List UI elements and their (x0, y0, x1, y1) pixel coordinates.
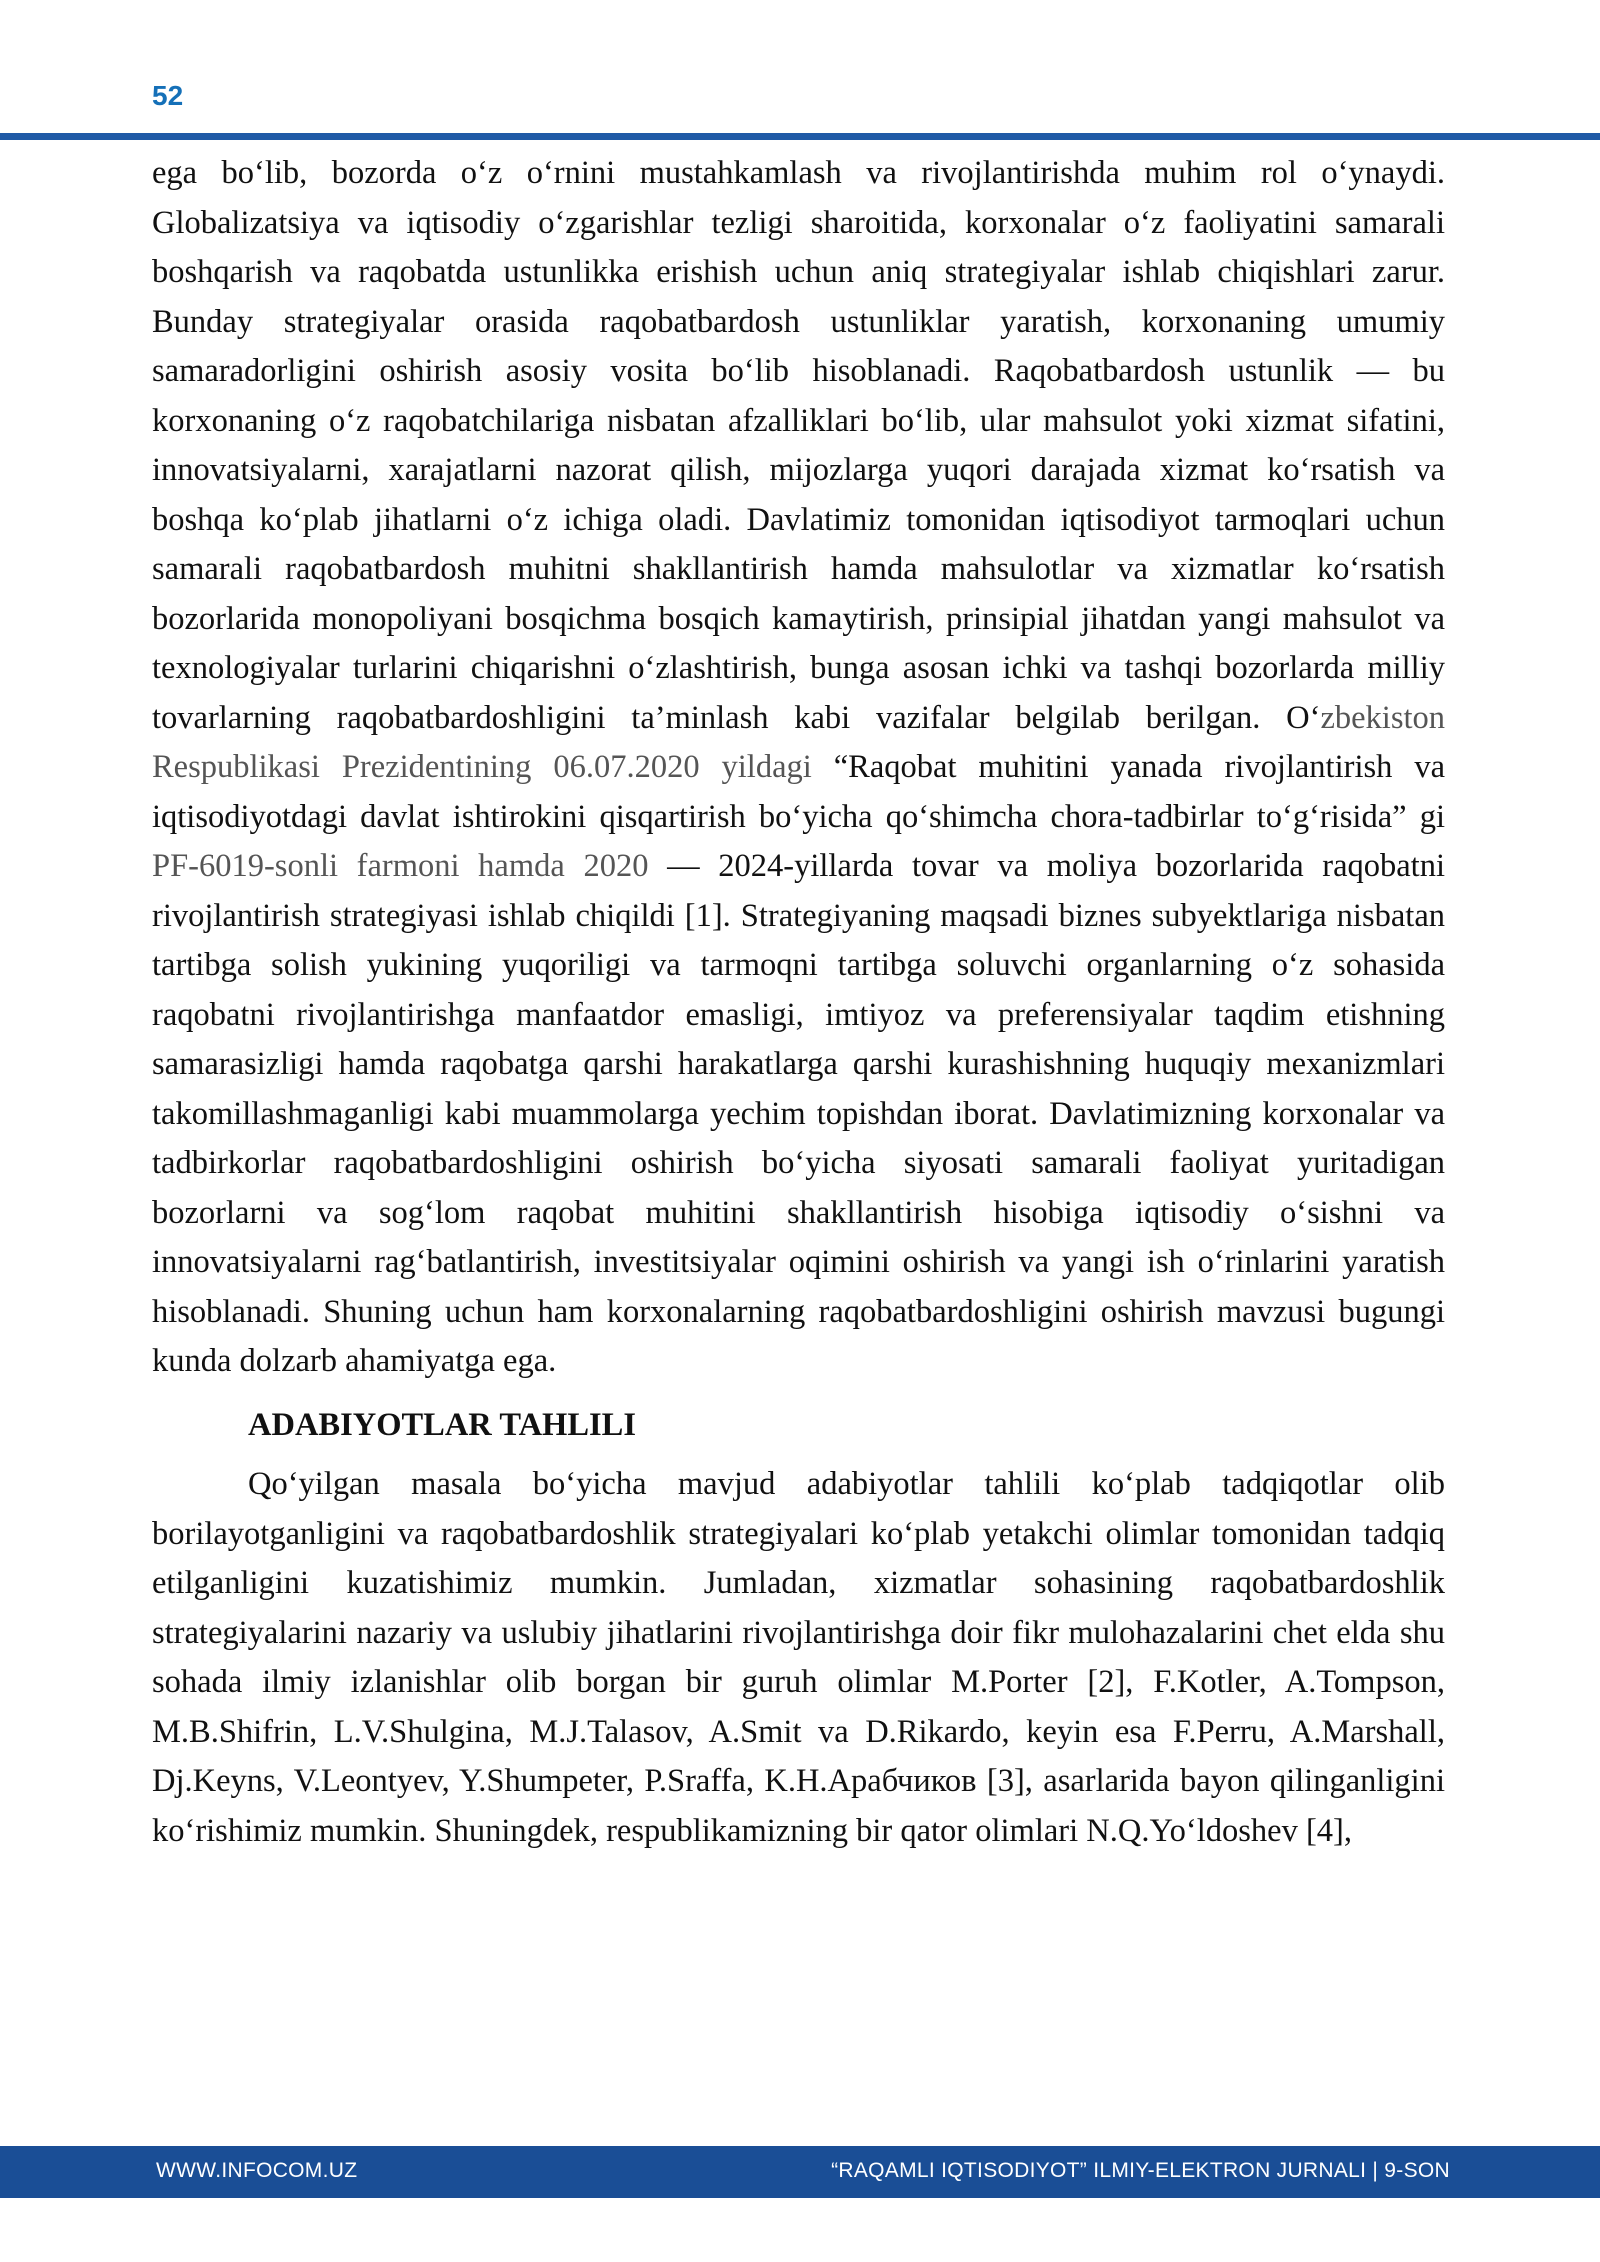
decree-number-text: PF-6019-sonli farmoni hamda 2020 (152, 848, 649, 884)
section-heading: ADABIYOTLAR TAHLILI (248, 1406, 636, 1443)
header-rule (0, 133, 1600, 140)
footer-journal-title: “RAQAMLI IQTISODIYOT” ILMIY-ELEKTRON JURNALI | 9-SON (831, 2159, 1450, 2182)
paragraph-text: — 2024-yillarda tovar va moliya bozorlarida raqobatni rivojlantirish strategiyasi ishlab chiqildi [1]. Strategiyaning maqsadi biznes subyektlariga nisbatan tartibga solish yukining yuqoriligi va tarmoqni tartibga soluvchi organlarning o‘z sohasida raqobatni rivojlantirishga manfaatdor emasligi, imtiyoz va preferensiyalar taqdim etishning samarasizligi hamda raqobatga qarshi harakatlarga qarshi kurashishning huquqiy mexanizmlari takomillashmaganligi kabi muammolarga yechim topishdan iborat. Davlatimizning korxonalar va tadbirkorlar raqobatbardoshligini oshirish bo‘yicha siyosati samarali faoliyat yuritadigan bozorlarni va sog‘lom raqobat muhitini shakllantirish hisobiga iqtisodiy o‘sishni va innovatsiyalarni rag‘batlantirish, investitsiyalar oqimini oshirish va yangi ish o‘rinlarini yaratish hisoblanadi. Shuning uchun ham korxonalarning raqobatbardoshligini oshirish mavzusi bugungi kunda dolzarb ahamiyatga ega. (152, 848, 1445, 1379)
page-number: 52 (152, 80, 184, 111)
footer-website-link[interactable]: WWW.INFOCOM.UZ (156, 2159, 358, 2182)
article-body (152, 149, 1445, 1856)
decree-reference-text: zbekiston Respublikasi Prezidentining 06.07.2020 yildagi (152, 699, 1445, 785)
paragraph-text: “Raqobat muhitini yanada rivojlantirish va iqtisodiyotdagi davlat ishtirokini qisqartirish bo‘yicha qo‘shimcha chora-tadbirlar to‘g‘risida” gi (152, 749, 1445, 835)
body-paragraph-2: Qo‘yilgan masala bo‘yicha mavjud adabiyotlar tahlili ko‘plab tadqiqotlar olib borilayotganligini va raqobatbardoshlik strategiyalari ko‘plab yetakchi olimlar tomonidan tadqiq etilganligini kuzatishimiz mumkin. Jumladan, xizmatlar sohasining raqobatbardoshlik strategiyalarini nazariy va uslubiy jihatlarini rivojlantirishga doir fikr mulohazalarini chet elda shu sohada ilmiy izlanishlar olib borgan bir guruh olimlar M.Porter [2], F.Kotler, A.Tompson, M.B.Shifrin, L.V.Shulgina, M.J.Talasov, A.Smit va D.Rikardo, keyin esa F.Perru, A.Marshall, Dj.Keyns, V.Leontyev, Y.Shumpeter, P.Sraffa, K.H.Арабчиков [3], asarlarida bayon qilinganligini ko‘rishimiz mumkin. Shuningdek, respublikamizning bir qator olimlari N.Q.Yo‘ldoshev [4], (152, 1466, 1445, 1849)
paragraph-text: ega bo‘lib, bozorda o‘z o‘rnini mustahkamlash va rivojlantirishda muhim rol o‘ynaydi. Globalizatsiya va iqtisodiy o‘zgarishlar tezligi sharoitida, korxonalar o‘z faoliyatini samarali boshqarish va raqobatda ustunlikka erishish uchun aniq strategiyalar ishlab chiqishlari zarur. Bunday strategiyalar orasida raqobatbardosh ustunliklar yaratish, korxonaning umumiy samaradorligini oshirish asosiy vosita bo‘lib hisoblanadi. Raqobatbardosh ustunlik — bu korxonaning o‘z raqobatchilariga nisbatan afzalliklari bo‘lib, ular mahsulot yoki xizmat sifatini, innovatsiyalarni, xarajatlarni nazorat qilish, mijozlarga yuqori darajada xizmat ko‘rsatish va boshqa ko‘plab jihatlarni o‘z ichiga oladi. Davlatimiz tomonidan iqtisodiyot tarmoqlari uchun samarali raqobatbardosh muhitni shakllantirish hamda mahsulotlar va xizmatlar ko‘rsatish bozorlarida monopoliyani bosqichma bosqich kamaytirish, prinsipial jihatdan yangi mahsulot va texnologiyalar turlarini chiqarishni o‘zlashtirish, bunga asosan ichki va tashqi bozorlarda milliy tovarlarning raqobatbardoshligini ta’minlash kabi vazifalar belgilab berilgan. O‘ (152, 155, 1445, 736)
body-paragraph-1 (152, 149, 1445, 1387)
